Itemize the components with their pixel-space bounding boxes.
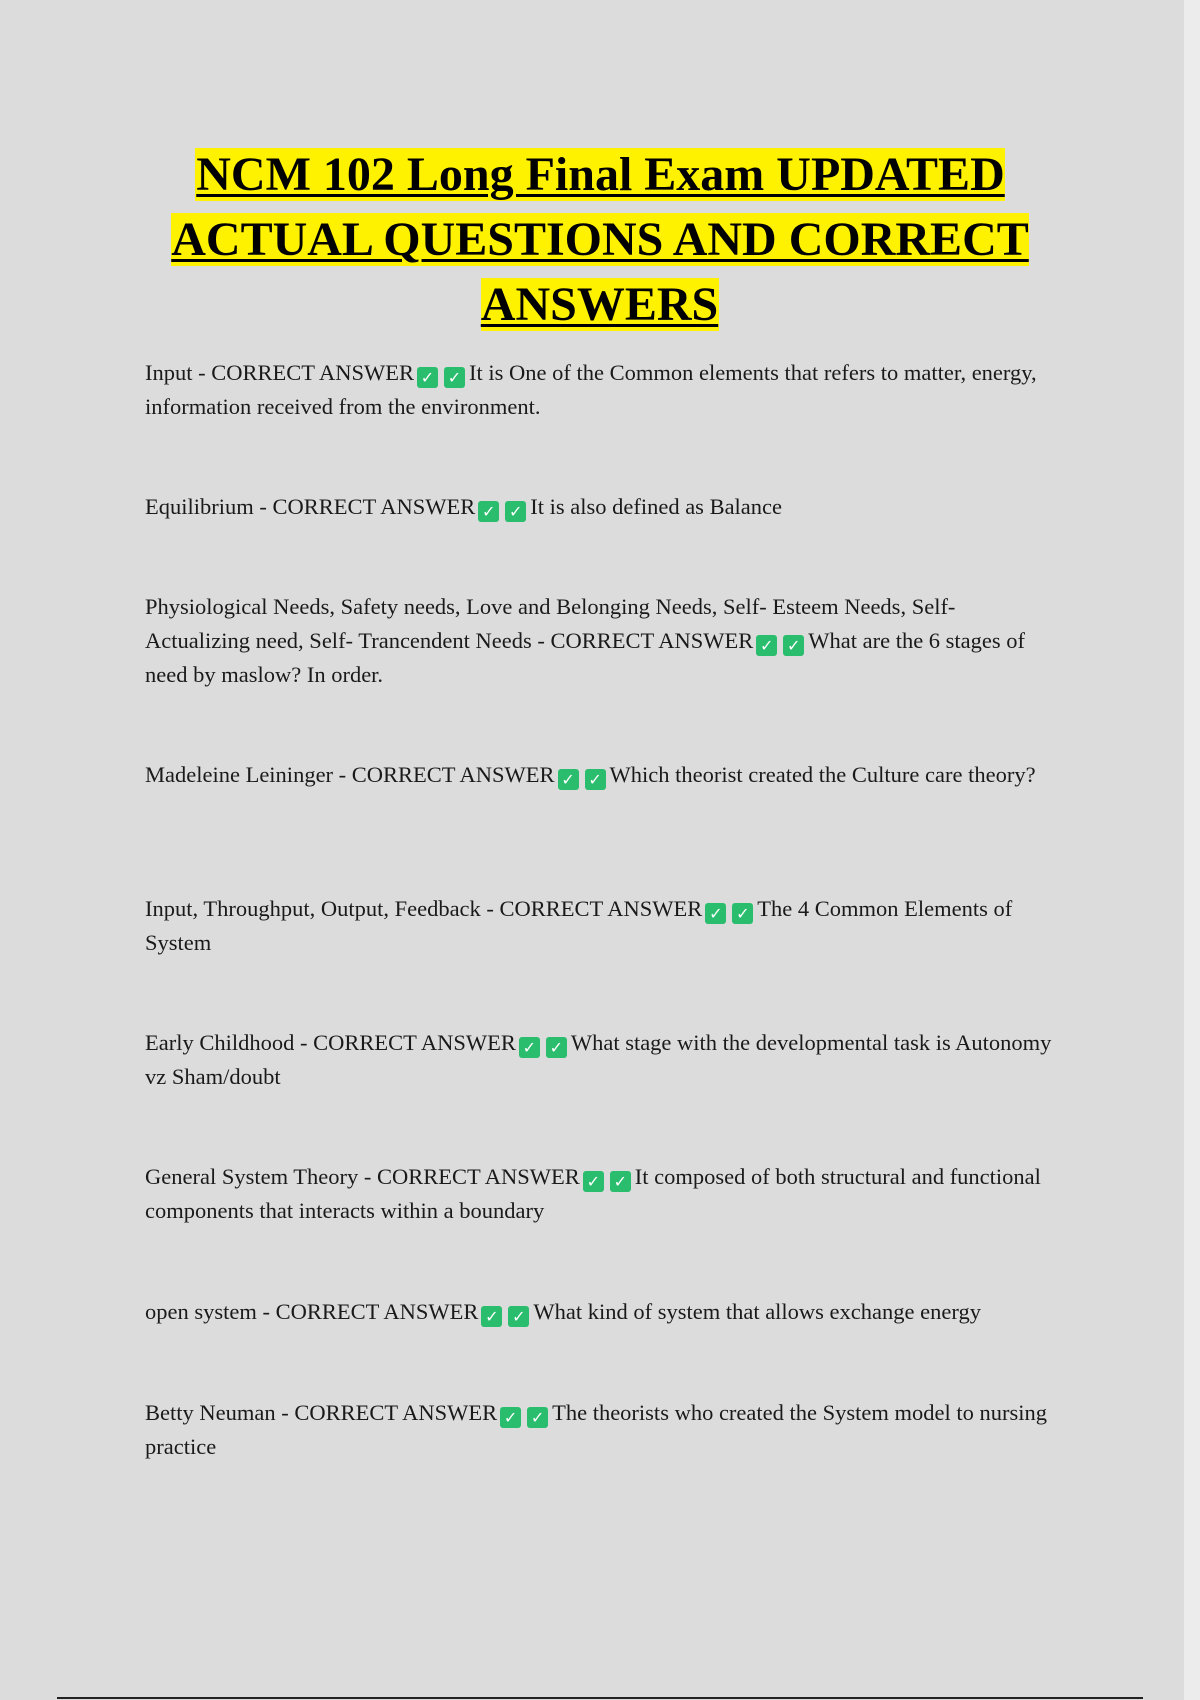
page-edge [1184, 0, 1200, 1700]
qa-answer: Early Childhood - CORRECT ANSWER [145, 1030, 516, 1055]
white-check-mark-icon: ✓ [756, 635, 777, 656]
qa-answer: Input, Throughput, Output, Feedback - CORRECT ANSWER [145, 896, 703, 921]
white-check-mark-icon: ✓ [583, 1171, 604, 1192]
white-check-mark-icon: ✓ [417, 367, 438, 388]
qa-item [145, 590, 1055, 692]
qa-answer: General System Theory - CORRECT ANSWER [145, 1164, 580, 1189]
qa-question: What are the 6 stages of need by maslow? In order. [145, 628, 1026, 687]
qa-answer: Equilibrium - CORRECT ANSWER [145, 494, 476, 519]
qa-item [145, 892, 1055, 960]
qa-item [145, 1160, 1055, 1228]
white-check-mark-icon: ✓ [732, 903, 753, 924]
qa-item [145, 1026, 1055, 1094]
white-check-mark-icon: ✓ [481, 1306, 502, 1327]
qa-question: It is also defined as Balance [530, 494, 783, 519]
qa-question: The theorists who created the System model to nursing practice [145, 1400, 1047, 1459]
qa-answer: Physiological Needs, Safety needs, Love and Belonging Needs, Self- Esteem Needs, Self-Actualizing need, Self- Trancendent Needs - CORRECT ANSWER [145, 594, 956, 653]
white-check-mark-icon: ✓ [519, 1037, 540, 1058]
white-check-mark-icon: ✓ [783, 635, 804, 656]
white-check-mark-icon: ✓ [585, 769, 606, 790]
qa-item [145, 1295, 1055, 1329]
qa-question: It is One of the Common elements that refers to matter, energy, information received from the environment. [145, 360, 1037, 419]
qa-answer: open system - CORRECT ANSWER [145, 1299, 479, 1324]
qa-item [145, 758, 1055, 792]
white-check-mark-icon: ✓ [508, 1306, 529, 1327]
white-check-mark-icon: ✓ [527, 1407, 548, 1428]
footer-rule [57, 1697, 1143, 1699]
qa-question: Which theorist created the Culture care theory? [609, 762, 1036, 787]
qa-answer: Betty Neuman - CORRECT ANSWER [145, 1400, 498, 1425]
white-check-mark-icon: ✓ [705, 903, 726, 924]
document-title [145, 142, 1055, 337]
document-title-text: NCM 102 Long Final Exam UPDATED ACTUAL QUESTIONS AND CORRECT ANSWERS [171, 148, 1029, 331]
qa-question: The 4 Common Elements of System [145, 896, 1013, 955]
white-check-mark-icon: ✓ [610, 1171, 631, 1192]
qa-question: It composed of both structural and functional components that interacts within a boundary [145, 1164, 1041, 1223]
white-check-mark-icon: ✓ [444, 367, 465, 388]
white-check-mark-icon: ✓ [546, 1037, 567, 1058]
qa-item [145, 1396, 1055, 1464]
qa-question: What stage with the developmental task is Autonomy vz Sham/doubt [145, 1030, 1052, 1089]
white-check-mark-icon: ✓ [558, 769, 579, 790]
white-check-mark-icon: ✓ [500, 1407, 521, 1428]
white-check-mark-icon: ✓ [505, 501, 526, 522]
qa-answer: Input - CORRECT ANSWER [145, 360, 414, 385]
qa-question: What kind of system that allows exchange energy [533, 1299, 981, 1324]
qa-answer: Madeleine Leininger - CORRECT ANSWER [145, 762, 555, 787]
white-check-mark-icon: ✓ [478, 501, 499, 522]
qa-item [145, 356, 1055, 424]
qa-item [145, 490, 1055, 524]
